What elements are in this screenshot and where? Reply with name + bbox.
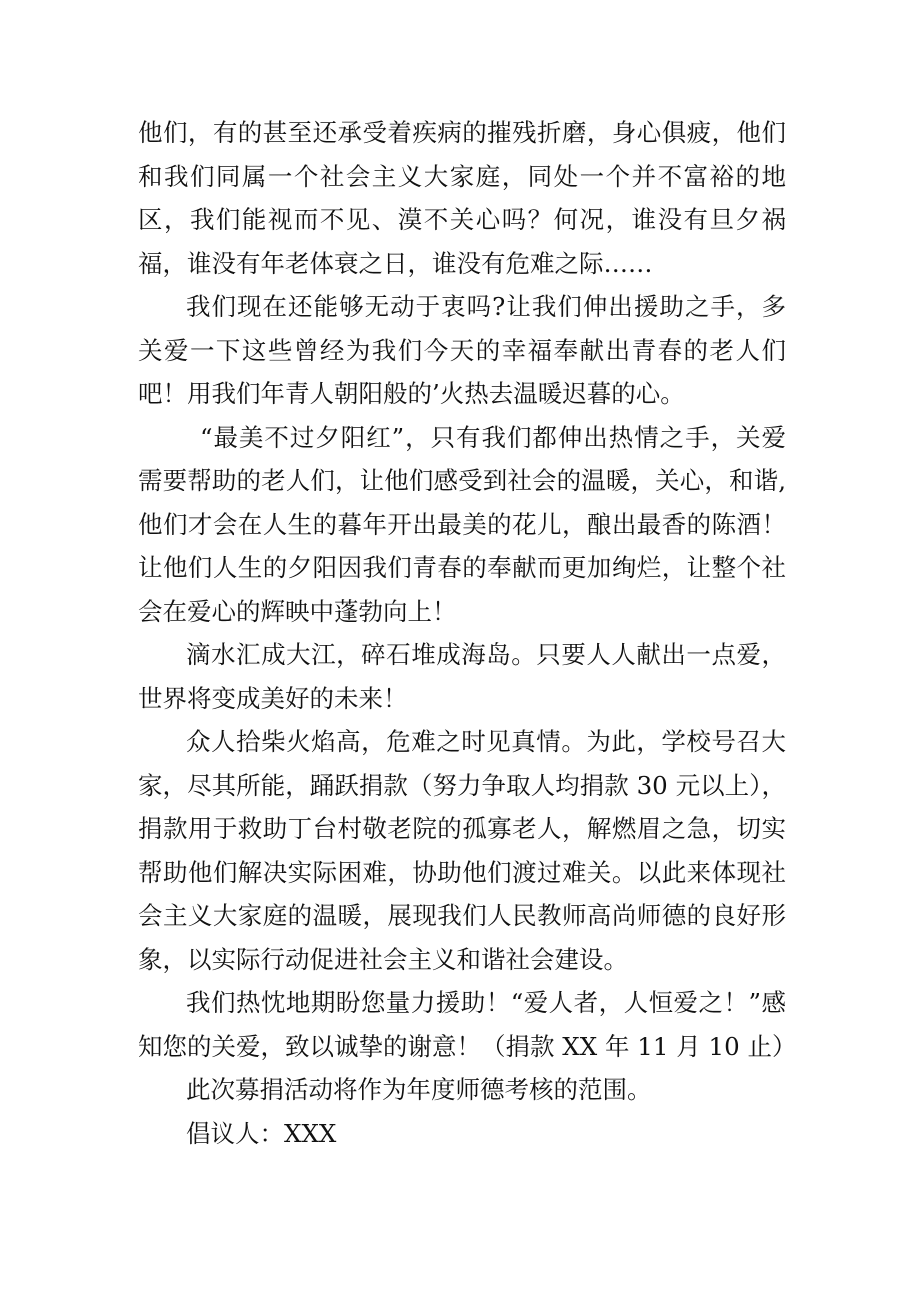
paragraph-drops-of-water: 滴水汇成大江，碎石堆成海岛。只要人人献出一点爱，世界将变成美好的未来！ [138,640,786,713]
paragraph-assessment-note: 此次募捐活动将作为年度师德考核的范围。 [186,1075,652,1104]
paragraph-initiator: 倡议人：XXX [186,1118,337,1148]
paragraph-thanks: 我们热忱地期盼您量力援助！“爱人者，人恒爱之！”感知您的关爱，致以诚挚的谢意！（捐款 XX 年 11 月 10 止） [138,988,797,1061]
paragraph-sunset-quote: “最美不过夕阳红”，只有我们都伸出热情之手，关爱需要帮助的老人们，让他们感受到社会的温暖，关心，和谐,他们才会在人生的暮年开出最美的花儿，酿出最香的陈酒！让他们人生的夕阳因我们青春的奉献而更加绚烂，让整个社会在爱心的辉映中蓬勃向上！ [138,422,786,626]
paragraph-donation-appeal: 众人拾柴火焰高，危难之时见真情。为此，学校号召大家，尽其所能，踊跃捐款（努力争取人均捐款 30 元以上），捐款用于救助丁台村敬老院的孤寡老人，解燃眉之急，切实帮助他们解决实际困难，协助他们渡过难关。以此来体现社会主义大家庭的温暖，展现我们人民教师高尚师德的良好形象，以实际行动促进社会主义和谐社会建设。 [138,727,786,974]
paragraph-continuation: 他们，有的甚至还承受着疾病的摧残折磨，身心俱疲，他们和我们同属一个社会主义大家庭，同处一个并不富裕的地区，我们能视而不见、漠不关心吗？何况，谁没有旦夕祸福，谁没有年老体衰之日，谁没有危难之际…… [138,118,786,278]
paragraph-call-to-help: 我们现在还能够无动于衷吗?让我们伸出援助之手，多关爱一下这些曾经为我们今天的幸福奉献出青春的老人们吧！用我们年青人朝阳般的’火热去温暖迟暮的心。 [138,292,786,408]
document-page [138,111,797,1155]
